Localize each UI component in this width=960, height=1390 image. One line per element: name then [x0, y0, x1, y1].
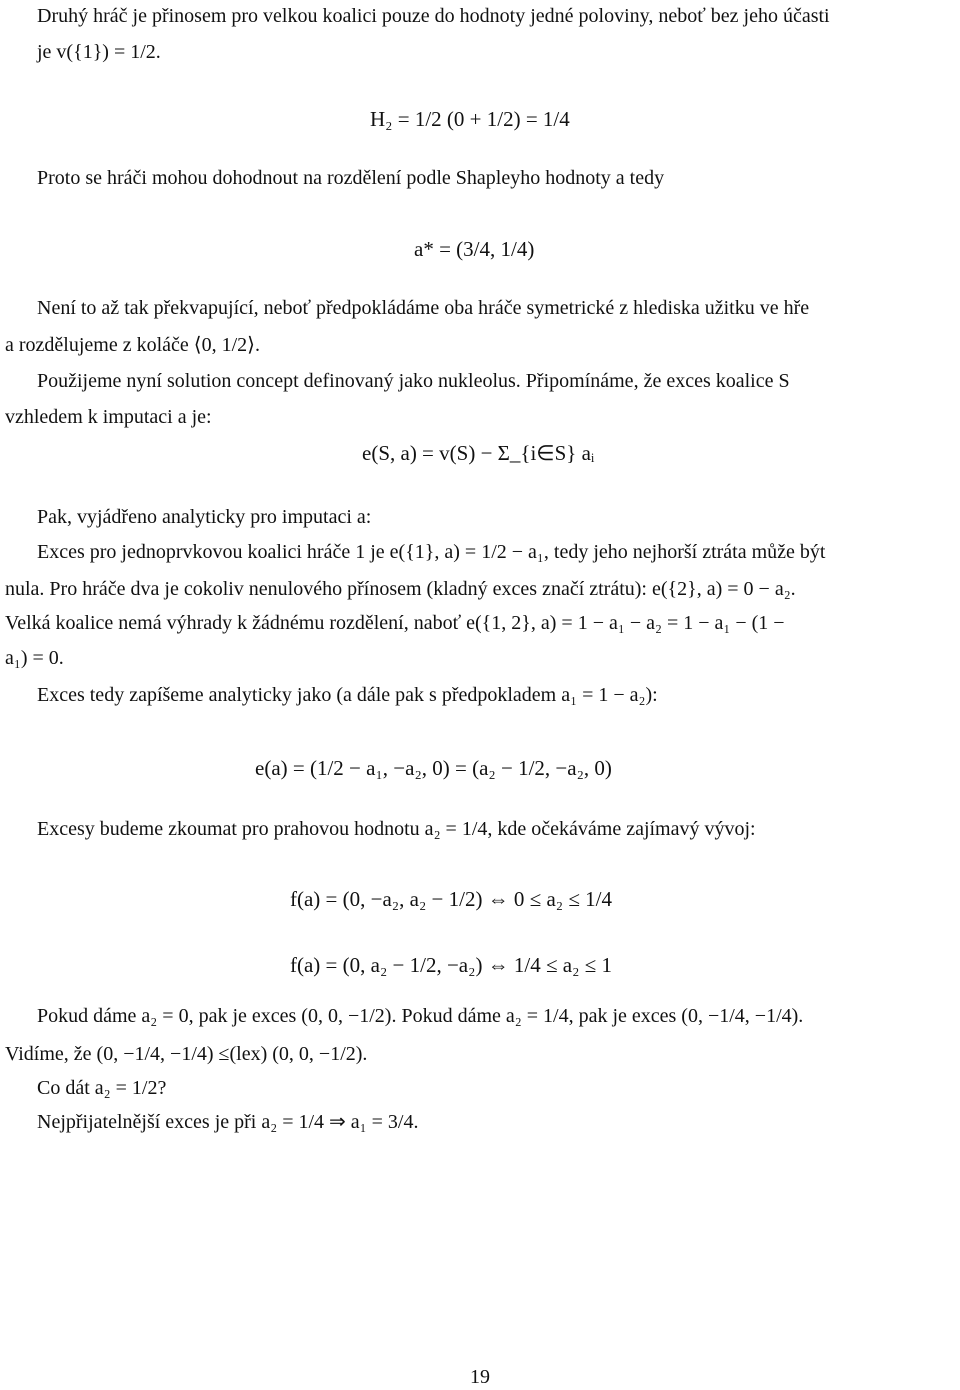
text-line-18: Nejpřijatelnější exces je při a₂ = 1/4 ⇒ a₁ = 3/4. [37, 1111, 419, 1133]
text-line-7: vzhledem k imputaci a je: [5, 406, 212, 428]
text-line-4: Není to až tak překvapující, neboť předpokládáme oba hráče symetrické z hlediska užitku ve hře [37, 297, 810, 319]
text-line-12: a₁) = 0. [5, 647, 64, 669]
text-line-9: Exces pro jednoprvkovou koalici hráče 1 je e({1}, a) = 1/2 − a₁, tedy jeho nejhorší ztráta může být [37, 541, 826, 563]
text-line-13: Exces tedy zapíšeme analyticky jako (a dále pak s předpokladem a₁ = 1 − a₂): [37, 684, 658, 706]
text-line-17: Co dát a₂ = 1/2? [37, 1077, 167, 1099]
text-line-3: Proto se hráči mohou dohodnout na rozdělení podle Shapleyho hodnoty a tedy [37, 167, 665, 189]
text-line-8: Pak, vyjádřeno analyticky pro imputaci a: [37, 506, 372, 528]
equation-a-star: a* = (3/4, 1/4) [414, 237, 535, 261]
equation-f-case-1: f(a) = (0, −a₂, a₂ − 1/2) ⇔ 0 ≤ a₂ ≤ 1/4 [290, 887, 612, 911]
text-line-6: Použijeme nyní solution concept definovaný jako nukleolus. Připomínáme, že exces koalice S [37, 370, 790, 392]
equation-excess-vector: e(a) = (1/2 − a₁, −a₂, 0) = (a₂ − 1/2, −a₂, 0) [255, 756, 612, 780]
equation-f-case-2: f(a) = (0, a₂ − 1/2, −a₂) ⇔ 1/4 ≤ a₂ ≤ 1 [290, 953, 612, 977]
text-line-16: Vidíme, že (0, −1/4, −1/4) ≤(lex) (0, 0, −1/2). [5, 1043, 368, 1065]
text-line-1: Druhý hráč je přinosem pro velkou koalici pouze do hodnoty jedné poloviny, neboť bez jeho účasti [37, 5, 830, 27]
text-line-5: a rozdělujeme z koláče ⟨0, 1/2⟩. [5, 334, 260, 356]
text-line-14: Excesy budeme zkoumat pro prahovou hodnotu a₂ = 1/4, kde očekáváme zajímavý vývoj: [37, 818, 756, 840]
text-line-15: Pokud dáme a₂ = 0, pak je exces (0, 0, −1/2). Pokud dáme a₂ = 1/4, pak je exces (0, −1/4, −1/4). [37, 1005, 804, 1027]
text-line-11: Velká koalice nemá výhrady k žádnému rozdělení, naboť e({1, 2}, a) = 1 − a₁ − a₂ = 1 − a₁ − (1 − [5, 612, 785, 634]
page-number: 19 [470, 1366, 490, 1388]
equation-shapley-h2: H₂ = 1/2 (0 + 1/2) = 1/4 [370, 107, 570, 131]
equation-excess-definition: e(S, a) = v(S) − Σ_{i∈S} aᵢ [362, 441, 595, 465]
text-line-2: je v({1}) = 1/2. [37, 41, 161, 63]
text-line-10: nula. Pro hráče dva je cokoliv nenulového přínosem (kladný exces značí ztrátu): e({2}, a) = 0 − a₂. [5, 578, 796, 600]
